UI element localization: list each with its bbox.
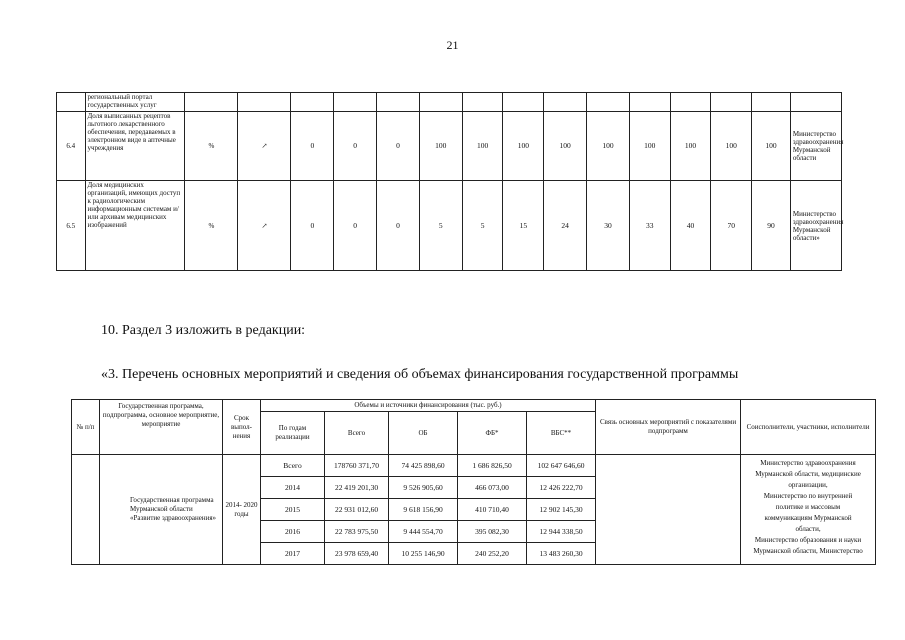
ob-cell: 10 255 146,90 <box>389 543 458 565</box>
value-cell: 100 <box>544 112 587 181</box>
header-num: № п/п <box>72 400 100 455</box>
value-cell: 100 <box>670 112 711 181</box>
total-cell: 178760 371,70 <box>325 455 389 477</box>
indicator-row <box>57 181 842 271</box>
row-number: 6.5 <box>57 181 86 271</box>
executor-line: Министерство здравоохранения <box>760 459 856 467</box>
section-subheading: «3. Перечень основных мероприятий и сведения об объемах финансирования государственной программы <box>101 367 739 382</box>
unit-cell: % <box>185 112 238 181</box>
executor-cell: Министерство здравоохранения Мурманской области» <box>790 181 841 271</box>
financing-table <box>71 399 876 565</box>
fb-cell: 1 686 826,50 <box>458 455 527 477</box>
executor-line: Мурманской области, Министерство <box>753 547 863 555</box>
executor-line: коммуникациям Мурманской <box>764 514 852 522</box>
value-cell: 0 <box>334 181 377 271</box>
fb-cell: 410 710,40 <box>458 499 527 521</box>
value-cell: 70 <box>711 181 752 271</box>
vbs-cell: 12 944 338,50 <box>527 521 596 543</box>
value-cell: 0 <box>291 112 334 181</box>
indicator-table <box>56 92 842 271</box>
value-cell: 100 <box>711 112 752 181</box>
ob-cell: 9 444 554,70 <box>389 521 458 543</box>
link-cell <box>596 455 741 565</box>
executor-line: организации, <box>788 481 828 489</box>
trend-arrow-icon: ↗ <box>238 112 291 181</box>
ob-cell: 9 526 905,60 <box>389 477 458 499</box>
page-number: 21 <box>446 38 459 52</box>
executor-line: Министерство образования и науки <box>754 536 862 544</box>
value-cell: 40 <box>670 181 711 271</box>
fb-cell: 466 073,00 <box>458 477 527 499</box>
value-cell: 0 <box>334 112 377 181</box>
program-term: 2014- 2020 годы <box>223 455 261 565</box>
year-cell: 2014 <box>261 477 325 499</box>
unit-cell: % <box>185 181 238 271</box>
executor-line: области, <box>795 525 821 533</box>
value-cell: 0 <box>377 112 420 181</box>
row-number <box>72 455 100 565</box>
indicator-row <box>57 112 842 181</box>
header-total: Всего <box>325 412 389 455</box>
header-by-years: По годам реализации <box>261 412 325 455</box>
header-link: Связь основных мероприятий с показателями подпрограмм <box>596 400 741 455</box>
value-cell: 24 <box>544 181 587 271</box>
header-ob: ОБ <box>389 412 458 455</box>
executor-line: Мурманской области, медицинские <box>755 470 861 478</box>
financing-row <box>72 455 876 477</box>
trend-arrow-icon: ↗ <box>238 181 291 271</box>
header-program-name: Государственная программа, подпрограмма, основное мероприятие, мероприятие <box>100 400 223 455</box>
vbs-cell: 12 426 222,70 <box>527 477 596 499</box>
total-cell: 22 783 975,50 <box>325 521 389 543</box>
ob-cell: 9 618 156,90 <box>389 499 458 521</box>
value-cell: 100 <box>462 112 503 181</box>
executors-cell <box>741 455 876 565</box>
header-executors: Соисполнители, участники, исполнители <box>741 400 876 455</box>
value-cell: 5 <box>419 181 462 271</box>
value-cell: 33 <box>629 181 670 271</box>
section-heading: 10. Раздел 3 изложить в редакции: <box>101 323 306 338</box>
total-cell: 23 978 659,40 <box>325 543 389 565</box>
value-cell: 100 <box>503 112 544 181</box>
value-cell: 100 <box>419 112 462 181</box>
financing-header-row <box>72 400 876 412</box>
year-cell: 2015 <box>261 499 325 521</box>
value-cell: 0 <box>291 181 334 271</box>
year-cell: 2016 <box>261 521 325 543</box>
executor-cell: Министерство здравоохранения Мурманской области <box>790 112 841 181</box>
indicator-continuation-row <box>57 93 842 112</box>
year-cell: 2017 <box>261 543 325 565</box>
program-name: Государственная программа Мурманской области «Развитие здравоохранения» <box>100 455 223 565</box>
header-fb: ФБ* <box>458 412 527 455</box>
row-number: 6.4 <box>57 112 86 181</box>
value-cell: 100 <box>587 112 630 181</box>
vbs-cell: 12 902 145,30 <box>527 499 596 521</box>
total-cell: 22 419 201,30 <box>325 477 389 499</box>
indicator-name: Доля медицинских организаций, имеющих доступ к радиологическим информационным системам и/или архивам медицинских изображений <box>85 181 185 271</box>
value-cell: 90 <box>752 181 791 271</box>
vbs-cell: 13 483 260,30 <box>527 543 596 565</box>
value-cell: 15 <box>503 181 544 271</box>
fb-cell: 240 252,20 <box>458 543 527 565</box>
value-cell: 100 <box>629 112 670 181</box>
continuation-cell: региональный портал государственных услуг <box>85 93 185 112</box>
ob-cell: 74 425 898,60 <box>389 455 458 477</box>
vbs-cell: 102 647 646,60 <box>527 455 596 477</box>
fb-cell: 395 082,30 <box>458 521 527 543</box>
executor-line: Министерство по внутренней <box>763 492 853 500</box>
value-cell: 100 <box>752 112 791 181</box>
value-cell: 5 <box>462 181 503 271</box>
year-cell: Всего <box>261 455 325 477</box>
indicator-name: Доля выписанных рецептов льготного лекарственного обеспечения, передаваемых в электронном виде в аптечные учреждения <box>85 112 185 181</box>
value-cell: 30 <box>587 181 630 271</box>
executor-line: политике и массовым <box>775 503 841 511</box>
header-vbs: ВБС** <box>527 412 596 455</box>
value-cell: 0 <box>377 181 420 271</box>
header-volumes: Объемы и источники финансирования (тыс. руб.) <box>261 400 596 412</box>
total-cell: 22 931 012,60 <box>325 499 389 521</box>
header-term: Срок выпол- нения <box>223 400 261 455</box>
